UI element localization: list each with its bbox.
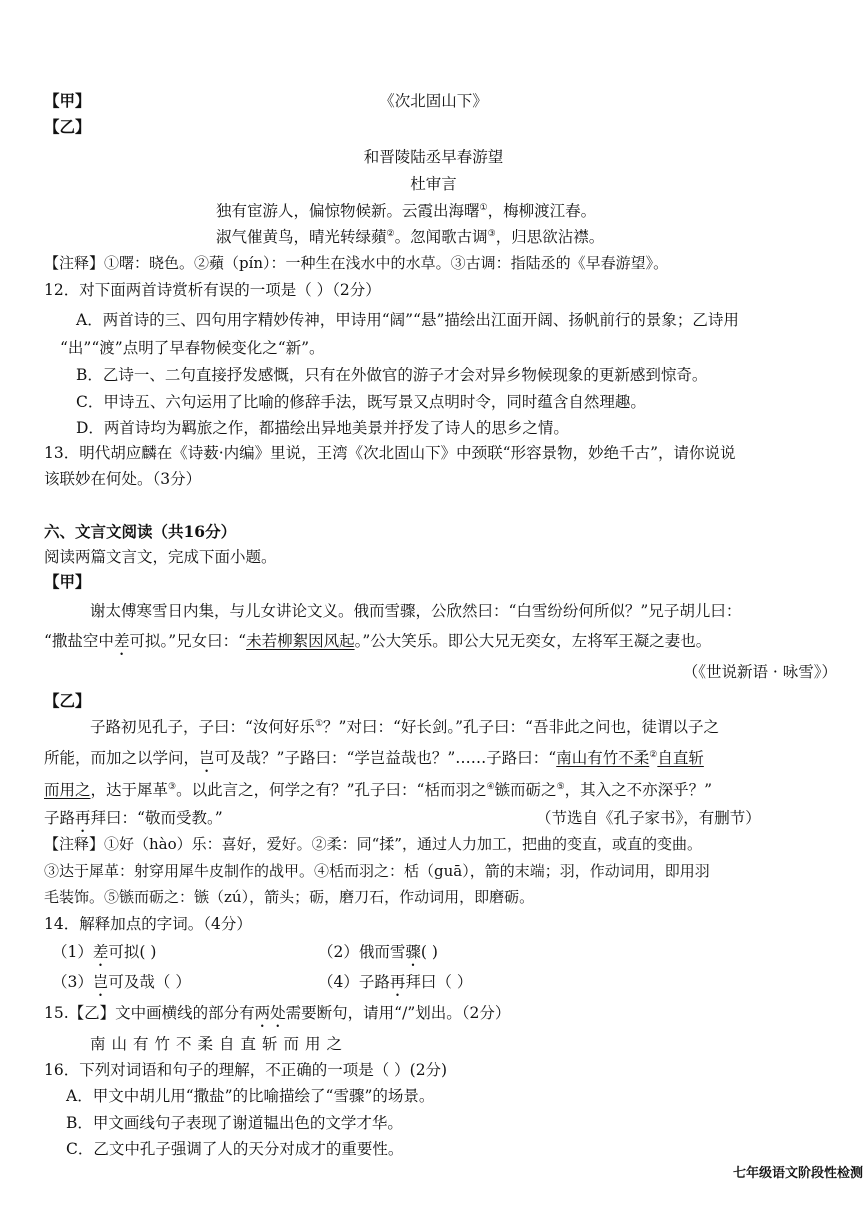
poem-yi-author: 杜审言	[410, 175, 457, 193]
q15-sentence: 南山有竹不柔自直斩而用之	[90, 1035, 349, 1053]
passage-note-line1: 【注释】①好（hào）乐：喜好，爱好。②柔：同“揉”，通过人力加工，把曲的变直，或直的变曲。	[44, 835, 702, 853]
q12-option-b: B．乙诗一、二句直接抒发感慨，只有在外做官的游子才会对异乡物候现象的更新感到惊奇。	[76, 366, 708, 384]
section-6-heading: 六、文言文阅读（共16分）	[44, 522, 237, 541]
section-6-intro: 阅读两篇文言文，完成下面小题。	[44, 548, 277, 566]
q14-item-2: （2）俄而雪骤( )	[318, 943, 438, 961]
question-13-line2: 该联妙在何处。（3分）	[44, 470, 202, 488]
label-yi-2: 【乙】	[44, 691, 91, 710]
underlined-sentence-yi-part2: 而用之	[44, 781, 91, 799]
q12-option-a-line2: “出”“渡”点明了早春物候变化之“新”。	[60, 339, 325, 357]
passage-jia-line2: “撒盐空中差可拟。”兄女曰：“未若柳絮因风起。”公大笑乐。即公大兄无奕女，左将军王凝之妻也。	[44, 632, 712, 650]
poem-yi-title: 和晋陵陆丞早春游望	[363, 148, 504, 166]
q12-option-c: C．甲诗五、六句运用了比喻的修辞手法，既写景又点明时令，同时蕴含自然理趣。	[76, 393, 646, 411]
passage-yi-line4: 子路再拜曰：“敬而受教。”	[44, 809, 223, 827]
poem-line-1: 独有宦游人，偏惊物候新。云霞出海曙①，梅柳渡江春。	[216, 202, 597, 220]
q16-option-a: A．甲文中胡儿用“撒盐”的比喻描绘了“雪骤”的场景。	[66, 1087, 435, 1105]
underlined-sentence-yi-part1: 南山有竹不柔	[556, 749, 650, 767]
q12-option-d: D．两首诗均为羁旅之作，都描绘出异地美景并抒发了诗人的思乡之情。	[76, 419, 569, 437]
q14-item-4: （4）子路再拜曰（ ）	[318, 973, 473, 991]
poem-line-2: 淑气催黄鸟，晴光转绿蘋②。忽闻歌古调③，归思欲沾襟。	[216, 228, 605, 246]
question-12: 12．对下面两首诗赏析有误的一项是（ ）（2分）	[44, 281, 381, 299]
poem-note: 【注释】①曙：晓色。②蘋（pín）：一种生在浅水中的水草。③古调：指陆丞的《早春游望》。	[44, 254, 669, 272]
label-jia: 【甲】	[44, 91, 91, 110]
q16-option-b: B．甲文画线句子表现了谢道韫出色的文学才华。	[66, 1114, 403, 1132]
passage-note-line2: ③达于犀革：射穿用犀牛皮制作的战甲。④栝而羽之：栝（guā），箭的末端；羽，作动词用，即用羽	[44, 862, 710, 880]
passage-note-line3: 毛装饰。⑤镞而砺之：镞（zú），箭头；砺，磨刀石，作动词用，即磨砺。	[44, 888, 535, 906]
page-footer: 七年级语文阶段性检测	[732, 1166, 863, 1181]
poem-jia-title: 《次北固山下》	[379, 92, 488, 110]
passage-jia-line1: 谢太傅寒雪日内集，与儿女讲论文义。俄而雪骤，公欣然曰：“白雪纷纷何所似？”兄子胡儿曰：	[90, 602, 742, 620]
q12-option-a-line1: A．两首诗的三、四句用字精妙传神，甲诗用“阔”“悬”描绘出江面开阔、扬帆前行的景象；乙诗用	[76, 311, 739, 329]
q16-option-c: C．乙文中孔子强调了人的天分对成才的重要性。	[66, 1140, 404, 1158]
passage-yi-source: （节选自《孔子家书》，有删节）	[536, 809, 761, 827]
underlined-sentence-jia: 未若柳絮因风起	[246, 632, 355, 650]
passage-yi-line1: 子路初见孔子，子曰：“汝何好乐①？”对曰：“好长剑。”孔子曰：“吾非此之问也，徒谓以子之	[90, 718, 719, 736]
label-jia-2: 【甲】	[44, 572, 91, 591]
question-15: 15.【乙】文中画横线的部分有两处需要断句，请用“/”划出。（2分）	[44, 1004, 511, 1022]
label-yi: 【乙】	[44, 117, 91, 136]
passage-yi-line2: 所能，而加之以学问，岂可及哉？”子路曰：“学岂益哉也？”……子路曰：“南山有竹不柔②自直斩	[44, 749, 704, 767]
question-14: 14．解释加点的字词。（4分）	[44, 915, 252, 933]
q14-item-1: （1）差可拟( )	[52, 943, 157, 961]
passage-yi-line3: 而用之，达于犀革③。以此言之，何学之有？”孔子曰：“栝而羽之④镞而砺之⑤，其入之不亦深乎？”	[44, 781, 713, 799]
question-16: 16．下列对词语和句子的理解，不正确的一项是（ ）(2分)	[44, 1061, 448, 1079]
passage-jia-source: （《世说新语 · 咏雪》）	[682, 663, 837, 681]
q14-item-3: （3）岂可及哉（ ）	[52, 973, 191, 991]
question-13-line1: 13．明代胡应麟在《诗薮·内编》里说，王湾《次北固山下》中颈联“形容景物，妙绝千古”，请你说说	[44, 444, 736, 462]
